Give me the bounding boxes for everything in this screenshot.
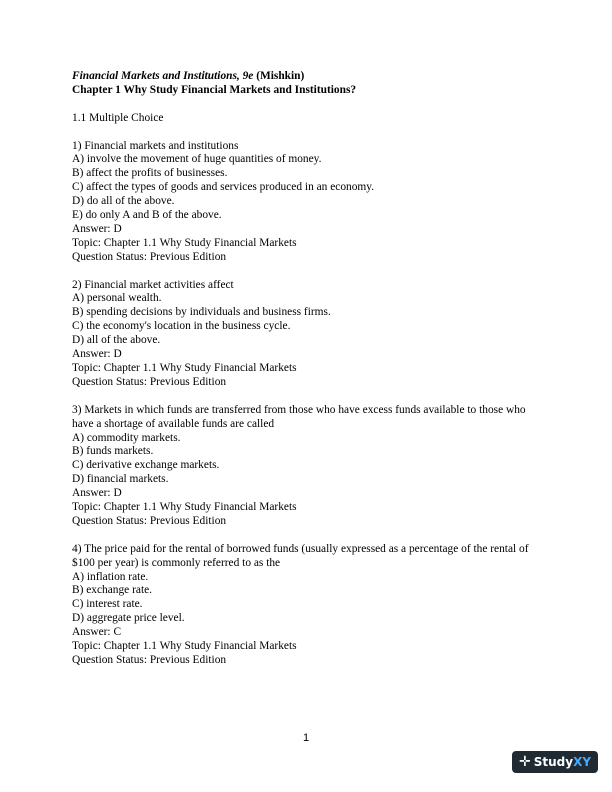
question-topic: Topic: Chapter 1.1 Why Study Financial Markets (72, 501, 297, 514)
answer-option: C) the economy's location in the business cycle. (72, 320, 291, 333)
answer-key: Answer: D (72, 348, 122, 361)
question-block (72, 543, 542, 668)
page-number: 1 (302, 732, 310, 744)
chapter-title: Chapter 1 Why Study Financial Markets and Institutions? (72, 83, 357, 96)
answer-option: B) funds markets. (72, 445, 154, 458)
answer-option: A) inflation rate. (72, 570, 149, 583)
answer-option: B) spending decisions by individuals and business firms. (72, 306, 331, 319)
answer-option: D) do all of the above. (72, 195, 175, 208)
question-stem: 1) Financial markets and institutions (72, 139, 239, 152)
answer-key: Answer: D (72, 487, 122, 500)
answer-option: E) do only A and B of the above. (72, 209, 222, 222)
answer-option: A) commodity markets. (72, 431, 181, 444)
answer-key: Answer: C (72, 626, 122, 639)
answer-option: C) affect the types of goods and services produced in an economy. (72, 181, 375, 194)
question-stem: 3) Markets in which funds are transferred from those who have excess funds available to those who have a shortage of available funds are called (72, 403, 526, 430)
question-topic: Topic: Chapter 1.1 Why Study Financial Markets (72, 236, 297, 249)
question-block (72, 404, 542, 529)
question-topic: Topic: Chapter 1.1 Why Study Financial Markets (72, 640, 297, 653)
question-block (72, 140, 542, 265)
answer-option: B) affect the profits of businesses. (72, 167, 228, 180)
question-stem: 2) Financial market activities affect (72, 278, 234, 291)
answer-option: C) derivative exchange markets. (72, 459, 220, 472)
document-header (72, 70, 542, 84)
book-author: (Mishkin) (253, 70, 305, 82)
answer-option: D) all of the above. (72, 334, 161, 347)
question-topic: Topic: Chapter 1.1 Why Study Financial Markets (72, 361, 297, 374)
brand-badge[interactable] (512, 751, 598, 773)
book-title: Financial Markets and Institutions, 9e (72, 70, 254, 82)
question-block (72, 279, 542, 390)
question-status: Question Status: Previous Edition (72, 375, 227, 388)
answer-option: D) aggregate price level. (72, 612, 185, 625)
brand-name-part2: XY (573, 755, 592, 769)
answer-key: Answer: D (72, 222, 122, 235)
document-body (72, 70, 542, 668)
answer-option: B) exchange rate. (72, 584, 153, 597)
question-list (72, 140, 542, 668)
section-heading: 1.1 Multiple Choice (72, 111, 164, 124)
question-status: Question Status: Previous Edition (72, 653, 227, 666)
question-status: Question Status: Previous Edition (72, 514, 227, 527)
answer-option: C) interest rate. (72, 598, 143, 611)
answer-option: A) involve the movement of huge quantities of money. (72, 153, 322, 166)
plus-icon: ✛ (518, 754, 531, 770)
answer-option: D) financial markets. (72, 473, 169, 486)
brand-name-part1: Study (533, 755, 574, 769)
answer-option: A) personal wealth. (72, 292, 162, 305)
question-status: Question Status: Previous Edition (72, 250, 227, 263)
question-stem: 4) The price paid for the rental of borrowed funds (usually expressed as a percentage of the rental of $100 per year) is commonly referred to as the (72, 542, 529, 569)
